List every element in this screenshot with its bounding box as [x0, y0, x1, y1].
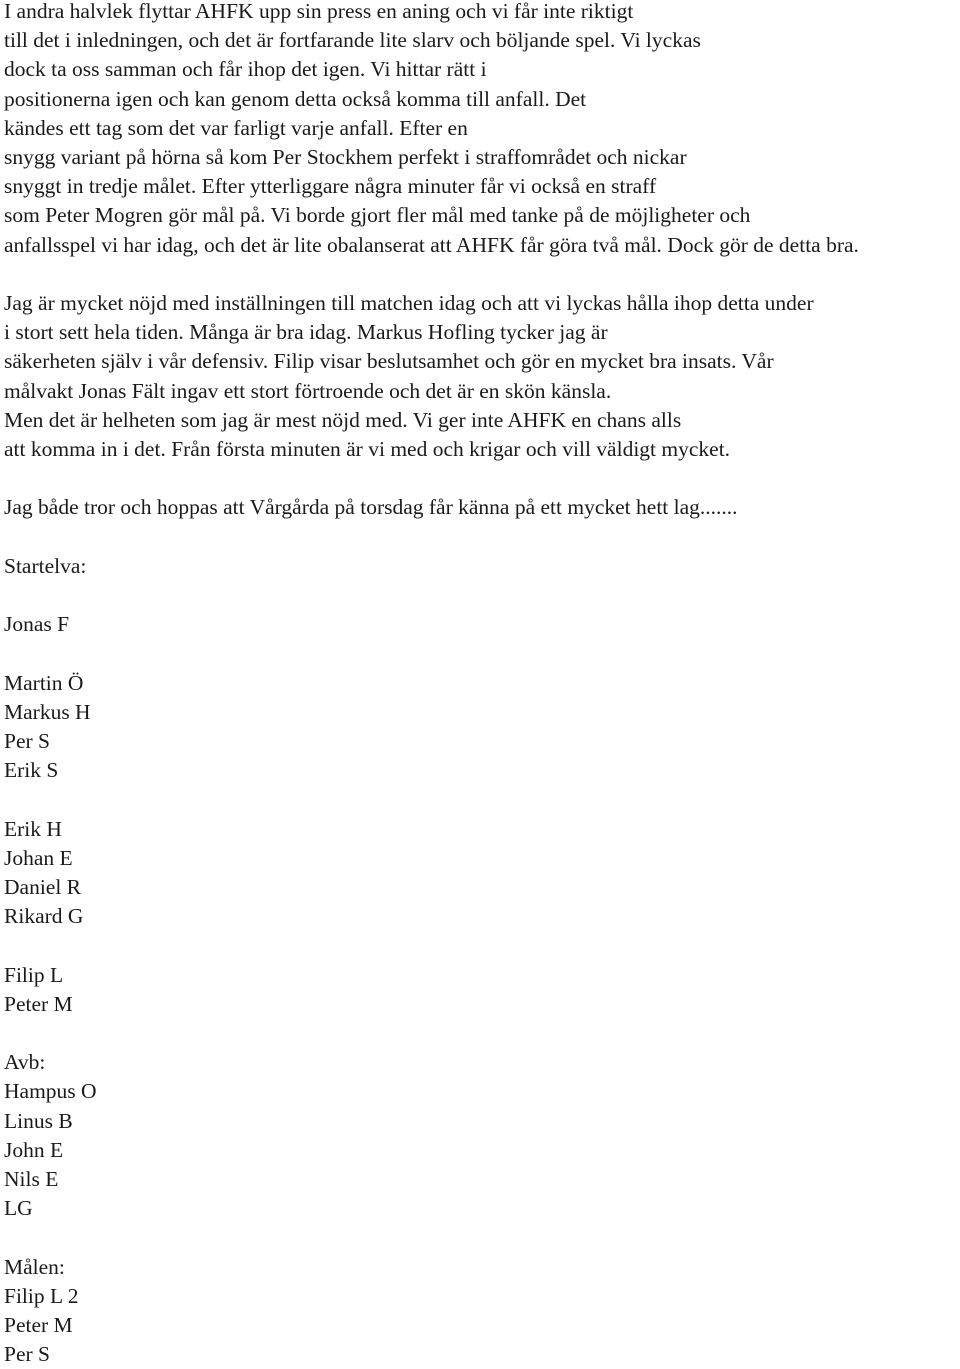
- player-name: Filip L: [4, 962, 64, 987]
- paragraph-spacer: [4, 260, 956, 289]
- player-name: Per S: [4, 729, 50, 753]
- paragraph-2-line: Jag är mycket nöjd med inställningen till matchen idag och att vi lyckas hålla ihop detta under: [4, 291, 814, 316]
- goalkeeper-group: [4, 610, 956, 639]
- section-spacer: [4, 931, 956, 960]
- player-name: Hampus O: [4, 1079, 97, 1104]
- paragraph-1-line: positionerna igen och kan genom detta också komma till anfall. Det: [4, 86, 587, 111]
- paragraph-1-line: kändes ett tag som det var farligt varje anfall. Efter en: [4, 115, 468, 140]
- paragraph-2-line: i stort sett hela tiden. Många är bra idag. Markus Hofling tycker jag är: [4, 320, 608, 345]
- player-name: LG: [4, 1196, 33, 1221]
- goal-scorer: Peter M: [4, 1313, 73, 1337]
- player-name: Markus H: [4, 699, 91, 724]
- player-name: Erik H: [4, 816, 62, 841]
- match-report-paragraph-1: [4, 0, 956, 260]
- forwards-group: [4, 961, 956, 1019]
- paragraph-2-line: att komma in i det. Från första minuten är vi med och krigar och vill väldigt mycket.: [4, 437, 731, 462]
- paragraph-1-line: dock ta oss samman och får ihop det igen. Vi hittar rätt i: [4, 57, 487, 82]
- midfielders-group: [4, 815, 956, 932]
- defenders-group: [4, 669, 956, 786]
- paragraph-1-line: snygg variant på hörna så kom Per Stockhem perfekt i straffområdet och nickar: [4, 145, 687, 170]
- section-spacer: [4, 785, 956, 814]
- player-name: Jonas F: [4, 612, 70, 637]
- paragraph-2-line: säkerheten själv i vår defensiv. Filip visar beslutsamhet och gör en mycket bra insats. Vår: [4, 349, 774, 374]
- paragraph-2-line: Men det är helheten som jag är mest nöjd med. Vi ger inte AHFK en chans alls: [4, 407, 682, 432]
- player-name: Linus B: [4, 1108, 73, 1133]
- player-name: Peter M: [4, 991, 73, 1016]
- paragraph-1-line: anfallsspel vi har idag, och det är lite obalanserat att AHFK får göra två mål. Dock gör de detta bra.: [4, 232, 859, 257]
- player-name: Rikard G: [4, 904, 84, 929]
- goal-scorer: Per S: [4, 1342, 50, 1367]
- paragraph-spacer: [4, 464, 956, 493]
- goals-heading: Målen:: [4, 1254, 65, 1279]
- section-spacer: [4, 639, 956, 668]
- player-name: Martin Ö: [4, 670, 84, 695]
- document-page: [4, 0, 956, 1369]
- paragraph-1-line: som Peter Mogren gör mål på. Vi borde gjort fler mål med tanke på de möjligheter och: [4, 203, 751, 228]
- lineup-heading: Startelva:: [4, 553, 87, 578]
- match-report-paragraph-3: Jag både tror och hoppas att Vårgårda på torsdag får känna på ett mycket hett lag.......: [4, 495, 738, 520]
- paragraph-2-line: målvakt Jonas Fält ingav ett stort förtroende och det är en skön känsla.: [4, 378, 612, 403]
- player-name: Daniel R: [4, 875, 82, 899]
- player-name: John E: [4, 1137, 64, 1162]
- paragraph-1-line: till det i inledningen, och det är fortfarande lite slarv och böljande spel. Vi lyckas: [4, 28, 701, 53]
- section-spacer: [4, 581, 956, 610]
- player-name: Nils E: [4, 1167, 59, 1191]
- match-report-paragraph-2: [4, 289, 956, 464]
- goals-group: [4, 1253, 956, 1369]
- substitutes-heading: Avb:: [4, 1050, 46, 1075]
- substitutes-group: [4, 1048, 956, 1223]
- paragraph-1-line: I andra halvlek flyttar AHFK upp sin press en aning och vi får inte riktigt: [4, 0, 634, 23]
- section-spacer: [4, 1223, 956, 1252]
- section-spacer: [4, 1019, 956, 1048]
- paragraph-spacer: [4, 523, 956, 552]
- goal-scorer: Filip L 2: [4, 1283, 79, 1308]
- player-name: Erik S: [4, 758, 59, 783]
- player-name: Johan E: [4, 845, 73, 870]
- paragraph-1-line: snyggt in tredje målet. Efter ytterliggare några minuter får vi också en straff: [4, 174, 657, 199]
